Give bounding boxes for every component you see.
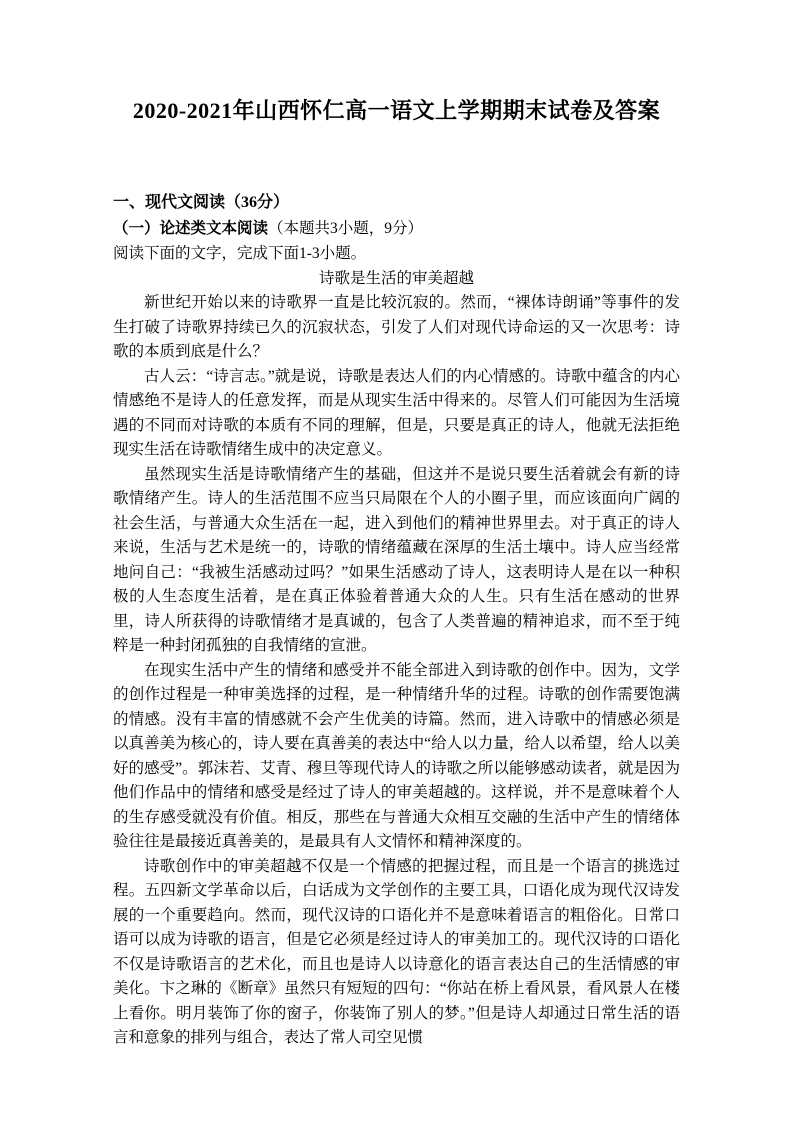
subsection-heading-bold: （一）论述类文本阅读 [113,220,269,237]
passage-paragraph-1: 新世纪开始以来的诗歌界一直是比较沉寂的。然而，“裸体诗朗诵”等事件的发生打破了诗歌界持续已久的沉寂状态，引发了人们对现代诗命运的又一次思考：诗歌的本质到底是什么？ [113,294,680,360]
passage-title: 诗歌是生活的审美超越 [318,270,474,287]
passage-paragraph-2: 古人云：“诗言志。”就是说，诗歌是表达人们的内心情感的。诗歌中蕴含的内心情感绝不是诗人的任意发挥，而是从现实生活中得来的。尽管人们可能因为生活境遇的不同而对诗歌的本质有不同的理解，但是，只要是真正的诗人，他就无法拒绝现实生活在诗歌情绪生成中的决定意义。 [113,367,680,458]
subsection-heading-note: （本题共3小题，9分） [268,220,424,237]
passage-paragraph-5: 诗歌创作中的审美超越不仅是一个情感的把握过程，而且是一个语言的挑选过程。五四新文学革命以后，白话成为文学创作的主要工具，口语化成为现代汉诗发展的一个重要趋向。然而，现代汉诗的口语化并不是意味着语言的粗俗化。日常口语可以成为诗歌的语言，但是它必须是经过诗人的审美加工的。现代汉诗的口语化不仅是诗歌语言的艺术化，而且也是诗人以诗意化的语言表达自己的生活情感的审美化。卞之琳的《断章》虽然只有短短的四句：“你站在桥上看风景，看风景人在楼上看你。明月装饰了你的窗子，你装饰了别人的梦。”但是诗人却通过日常生活的语言和意象的排列与组合，表达了常人司空见惯 [113,857,680,1046]
passage-paragraph-3: 虽然现实生活是诗歌情绪产生的基础，但这并不是说只要生活着就会有新的诗歌情绪产生。诗人的生活范围不应当只局限在个人的小圈子里，而应该面向广阔的社会生活，与普通大众生活在一起，进入到他们的精神世界里去。对于真正的诗人来说，生活与艺术是统一的，诗歌的情绪蕴藏在深厚的生活土壤中。诗人应当经常地问自己：“我被生活感动过吗？”如果生活感动了诗人，这表明诗人是在以一种积极的人生态度生活着，是在真正体验着普通大众的人生。只有生活在感动的世界里，诗人所获得的诗歌情绪才是真诚的，包含了人类普遍的精神追求，而不至于纯粹是一种封闭孤独的自我情绪的宣泄。 [113,465,680,654]
instruction-text: 阅读下面的文字，完成下面1-3小题。 [113,245,367,262]
passage-paragraph-4: 在现实生活中产生的情绪和感受并不能全部进入到诗歌的创作中。因为，文学的创作过程是一种审美选择的过程，是一种情绪升华的过程。诗歌的创作需要饱满的情感。没有丰富的情感就不会产生优美的诗篇。然而，进入诗歌中的情感必须是以真善美为核心的，诗人要在真善美的表达中“给人以力量，给人以希望，给人以美好的感受”。郭沫若、艾青、穆旦等现代诗人的诗歌之所以能够感动读者，就是因为他们作品中的情绪和感受是经过了诗人的审美超越的。这样说，并不是意味着个人的生存感受就没有价值。相反，那些在与普通大众相互交融的生活中产生的情绪体验往往是最接近真善美的，是最具有人文情怀和精神深度的。 [113,661,680,850]
page-title: 2020-2021年山西怀仁高一语文上学期期末试卷及答案 [132,98,661,123]
subsection-heading [113,216,680,241]
section-heading-modern-reading: 一、现代文阅读（36分） [113,194,290,211]
